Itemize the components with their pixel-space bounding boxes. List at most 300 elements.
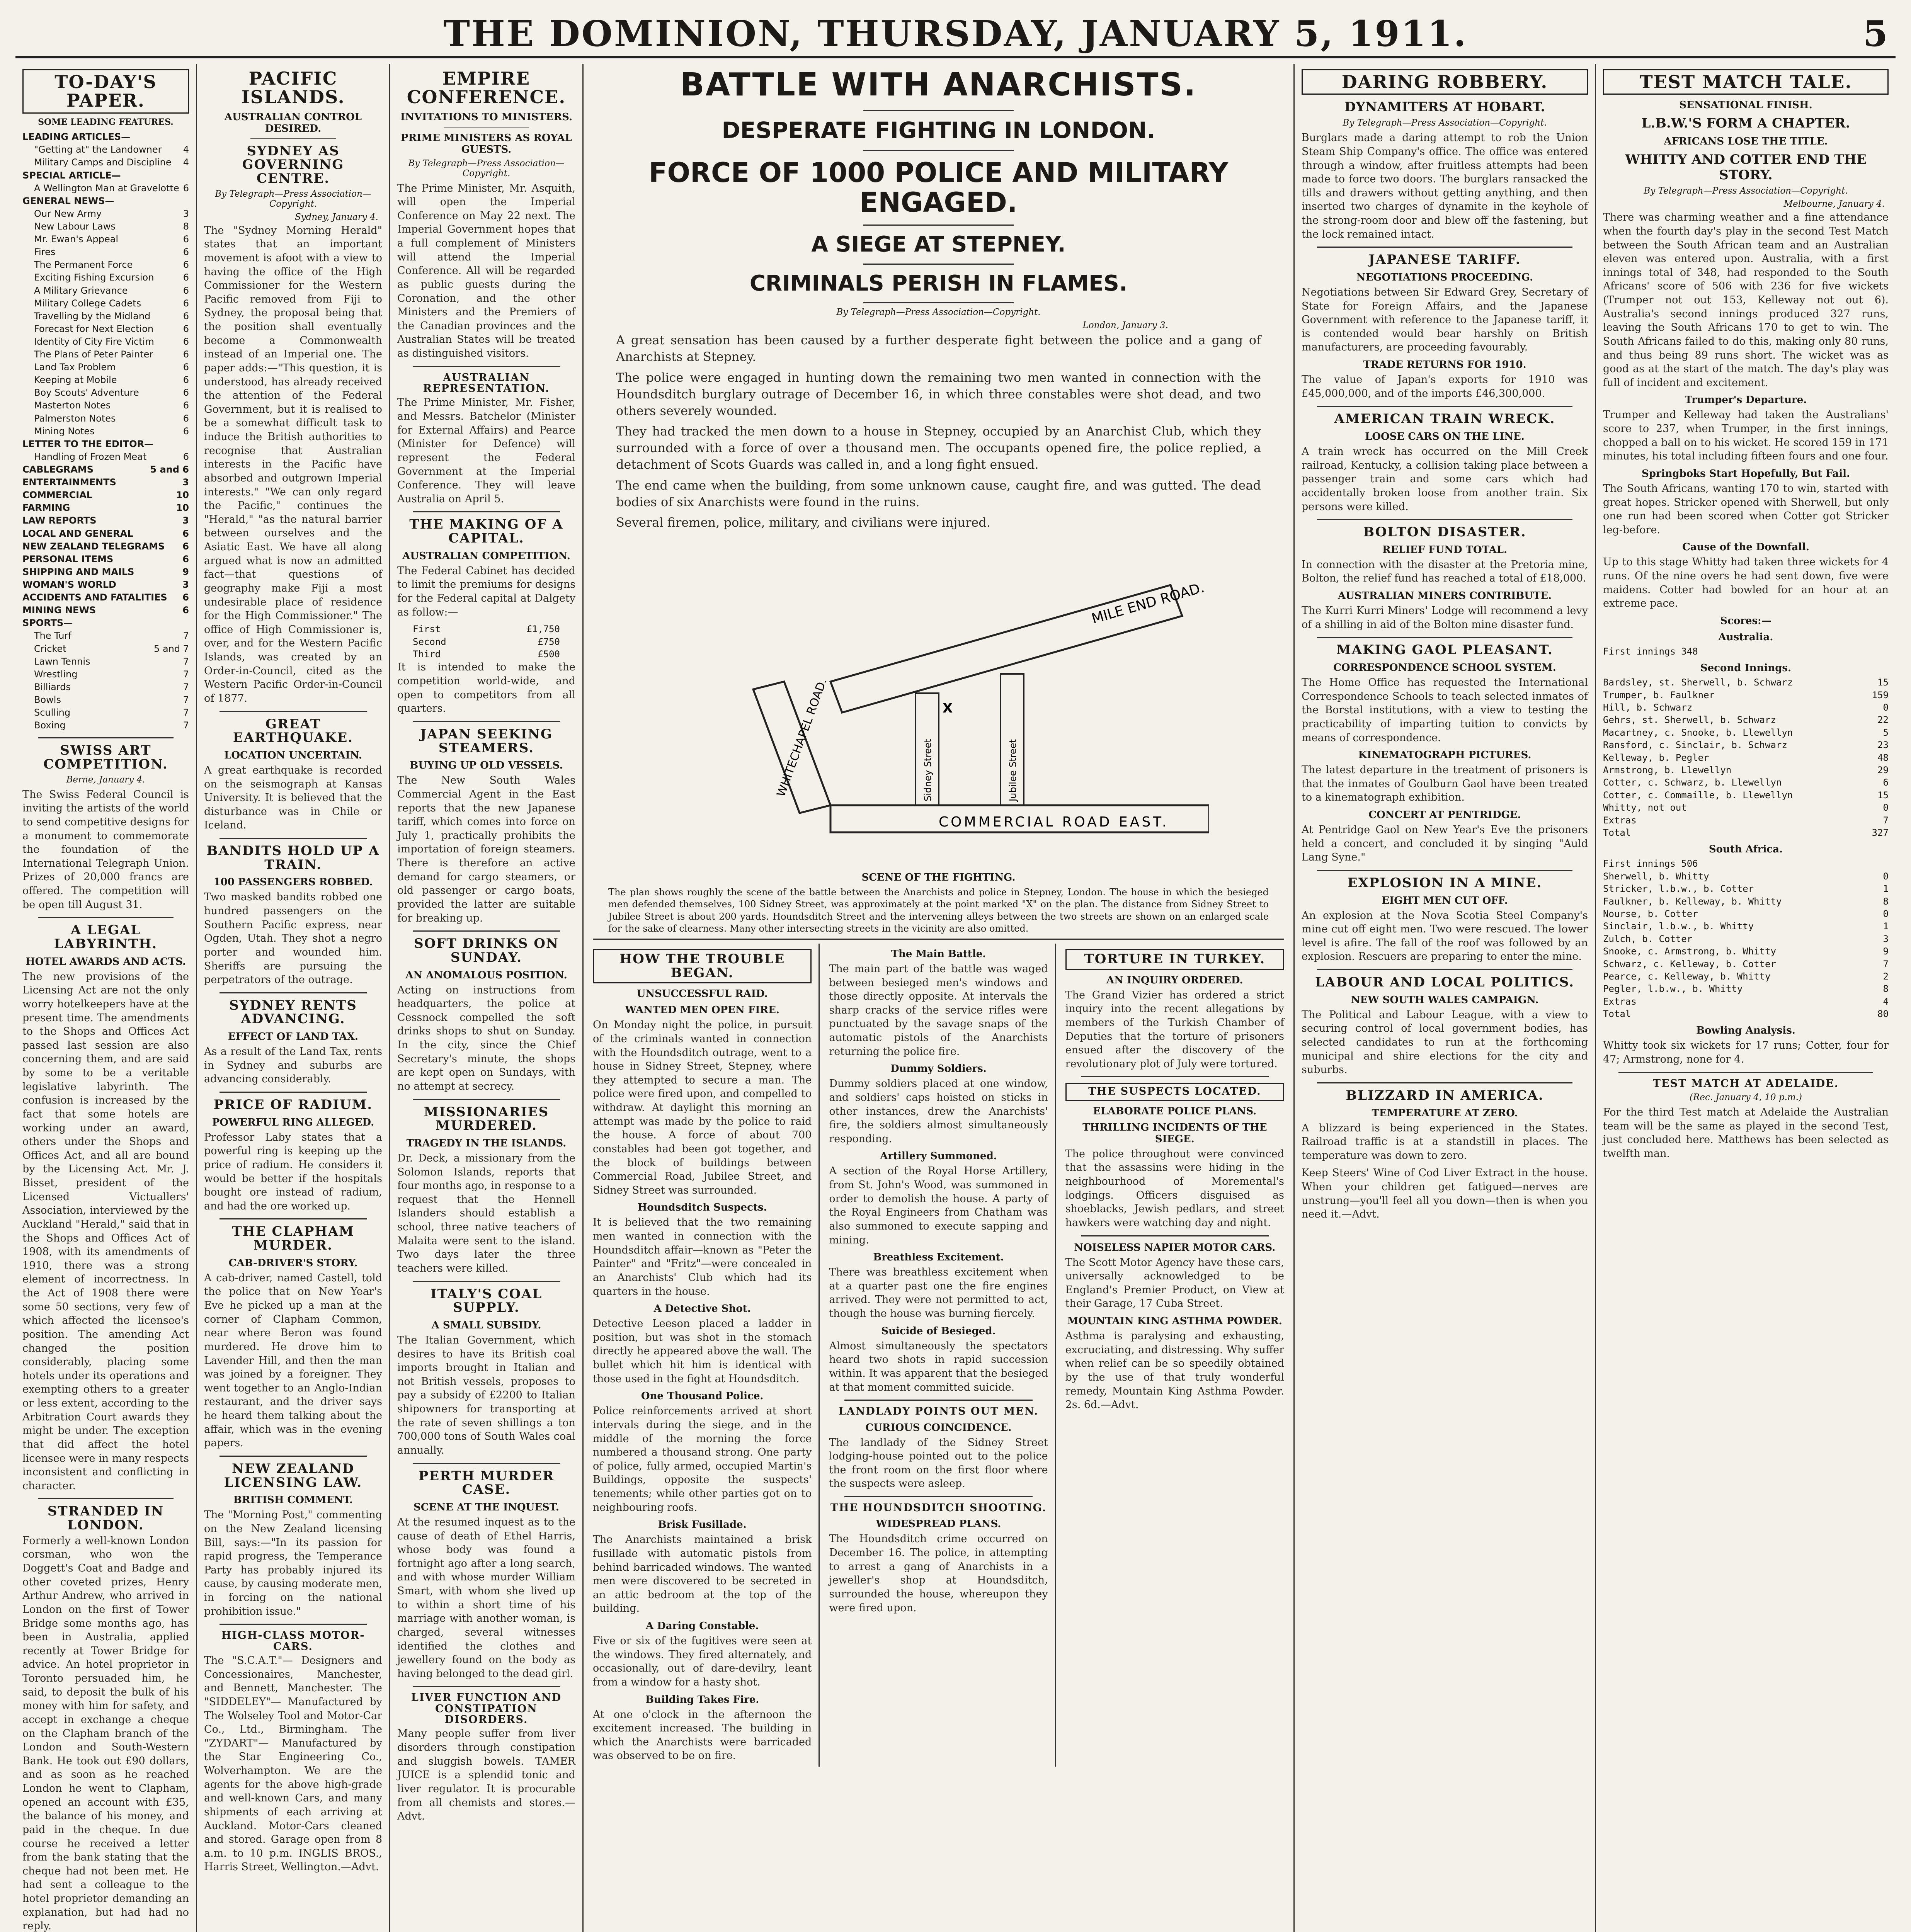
- headline: TORTURE IN TURKEY.: [1065, 949, 1284, 970]
- runs: 1: [1883, 921, 1889, 932]
- crosshead: Australia.: [1718, 631, 1773, 643]
- article-body: The Italian Government, which desires to have its British coal imports brought in Italian and not British vessels, proposes to pay a subsidy of £2200 to Italian shipowners for transporting at the rate of seven shillings a ton 700,000 tons of South Wales coal annually.: [397, 1334, 575, 1456]
- batsman: Stricker, l.b.w., b. Cotter: [1603, 883, 1754, 895]
- contents-item-label: LETTER TO THE EDITOR—: [22, 438, 154, 449]
- crosshead: Scores:—: [1720, 615, 1771, 627]
- map-label-jubilee: Jubilee Street: [1007, 739, 1018, 802]
- subheadline: POWERFUL RING ALLEGED.: [212, 1116, 374, 1128]
- contents-item: [22, 220, 189, 233]
- divider: [1317, 406, 1572, 407]
- center-subcol-1: [593, 944, 820, 1767]
- prize-table: [397, 623, 575, 660]
- contents-item-label: Masterton Notes: [34, 400, 111, 411]
- contents-item: [22, 643, 189, 655]
- subheadline: SCENE AT THE INQUEST.: [414, 1501, 559, 1513]
- article-body: A great earthquake is recorded on the seismograph at Kansas University. It is believed that the disturbance was in Chile or Iceland.: [204, 764, 382, 832]
- column-9: [1596, 64, 1896, 1932]
- contents-item-label: The Plans of Peter Painter: [34, 349, 153, 360]
- headline: MAKING GAOL PLEASANT.: [1336, 642, 1553, 658]
- contents-item-page: 6: [183, 413, 189, 424]
- contents-item-label: Military College Cadets: [34, 298, 141, 309]
- contents-item-page: 3: [183, 208, 189, 219]
- divider: [863, 110, 1014, 111]
- subheadline: INVITATIONS TO MINISTERS.: [400, 111, 573, 123]
- batsman: Schwarz, c. Kelleway, b. Cotter: [1603, 958, 1776, 969]
- headline: SYDNEY AS GOVERNING CENTRE.: [242, 143, 344, 186]
- crosshead: South Africa.: [1708, 844, 1783, 855]
- article-body: Dummy soldiers placed at one window, and soldiers' caps hoisted on sticks in other instances, drew the Anarchists' fire, the soldiers almost simultaneously responding.: [829, 1078, 1048, 1145]
- lead-paragraphs: [593, 332, 1284, 531]
- subheadline: TRADE RETURNS FOR 1910.: [1363, 359, 1526, 371]
- article-body: The value of Japan's exports for 1910 was £45,000,000, and of the imports £46,300,000.: [1302, 374, 1588, 400]
- crosshead: Springboks Start Hopefully, But Fail.: [1641, 468, 1850, 480]
- article-body: The landlady of the Sidney Street lodging-house pointed out to the police the front room on the first floor where the suspects were asleep.: [829, 1436, 1048, 1490]
- contents-item-page: 6: [182, 592, 189, 603]
- divider: [413, 721, 560, 722]
- headline: LIVER FUNCTION AND CONSTIPATION DISORDERS.: [411, 1692, 562, 1726]
- contents-item-label: LAW REPORTS: [22, 515, 97, 526]
- byline: By Telegraph—Press Association—Copyright.: [1644, 186, 1848, 196]
- scorecard-south-africa: [1603, 870, 1889, 1020]
- dateline: London, January 3.: [1082, 320, 1168, 331]
- headline: THE MAKING OF A CAPITAL.: [409, 517, 563, 546]
- contents-item-page: 7: [183, 720, 189, 731]
- contents-item-label: Wrestling: [34, 668, 78, 680]
- contents-item-label: New Labour Laws: [34, 221, 116, 232]
- subheadline: TEMPERATURE AT ZERO.: [1372, 1107, 1518, 1119]
- contents-item-page: 3: [182, 579, 189, 590]
- divider: [1317, 870, 1572, 871]
- subheadline: CURIOUS COINCIDENCE.: [865, 1422, 1012, 1434]
- batsman: Hill, b. Schwarz: [1603, 702, 1693, 713]
- subheadline: WANTED MEN OPEN FIRE.: [625, 1004, 779, 1016]
- article-body: In connection with the disaster at the Pretoria mine, Bolton, the relief fund has reached a total of £18,000.: [1302, 558, 1588, 585]
- article-body: The Anarchists maintained a brisk fusillade with automatic pistols from behind barricaded windows. The wanted men were discovered to be secreted in an attic bedroom at the top of the building.: [593, 1534, 812, 1615]
- subheadline: ELABORATE POLICE PLANS.: [1093, 1105, 1257, 1117]
- article-body: Almost simultaneously the spectators heard two shots in rapid succession within. It was apparent that the besieged at that moment committed suicide.: [829, 1340, 1048, 1393]
- score-row: [1603, 776, 1889, 789]
- divider: [1317, 1082, 1572, 1083]
- score-row: [1603, 701, 1889, 714]
- contents-item: [22, 527, 189, 540]
- article-body: There was charming weather and a fine attendance when the fourth day's play in the second Test Match between the South African team and an Australian eleven was entered upon. Australia, with a first innings total of 348, had responded to the South Africans' score of 506 with 236 for five wickets (Trumper not out 153, Kelleway not out 6). Australia's second innings produced 327 runs, leaving the South Africans 170 to get to win. The South Africans failed to do this, making only 80 runs, and thus being 89 runs short. The wicket was as good as at the start of the match. The day's play was full of incident and excitement.: [1603, 211, 1889, 389]
- article-body: Two masked bandits robbed one hundred passengers on the Southern Pacific express, near Ogden, Utah. They shot a negro porter and wounded him. Sheriffs are pursuing the perpetrators of the outrage.: [204, 891, 382, 986]
- article-body: On Monday night the police, in pursuit of the criminals wanted in connection with the Houndsditch outrage, went to a house in Sidney Street, Stepney, where they attempted to secure a man. The police were fired upon, and compelled to withdraw. At daylight this morning an attempt was made by the police to raid the house. A force of about 700 constables had been got together, and the block of buildings between Commercial Road, Jubilee Street, and Sidney Street was surrounded.: [593, 1019, 812, 1196]
- subheadline: LOOSE CARS ON THE LINE.: [1365, 431, 1525, 443]
- article-body: Up to this stage Whitty had taken three wickets for 4 runs. Of the nine overs he had sent down, five were maidens. Cotter had bowled for an hour at an extreme pace.: [1603, 556, 1889, 610]
- byline: By Telegraph—Press Association—Copyright.: [215, 189, 371, 209]
- article-body: Police reinforcements arrived at short intervals during the siege, and in the middle of the morning the force numbered a thousand strong. One party of police, fully armed, occupied Martin's Buildings, opposite the suspects' tenements; while other parties got on to neighbouring roofs.: [593, 1405, 812, 1514]
- byline: By Telegraph—Press Association—Copyright.: [408, 158, 565, 179]
- contents-item: [22, 566, 189, 578]
- article-body: It is believed that the two remaining men wanted in connection with the Houndsditch affair—known as "Peter the Painter" and "Fritz"—were concealed in an Anarchists' Club which had its quarters in the house.: [593, 1216, 812, 1298]
- contents-item: [22, 476, 189, 489]
- batsman: Trumper, b. Faulkner: [1603, 689, 1715, 701]
- article-body: The Prime Minister, Mr. Asquith, will open the Imperial Conference on May 22 next. The Imperial Government hopes that a full complement of Ministers will attend the Imperial Conference. All will be regarded as public guests during the Coronation, and the other Ministers and the Premiers of the Canadian provinces and the Australian States will be treated as distinguished visitors.: [397, 182, 575, 360]
- contents-item-page: 6: [183, 387, 189, 398]
- runs: 159: [1872, 689, 1889, 701]
- contents-item-label: The Turf: [34, 630, 71, 641]
- divider: [413, 930, 560, 932]
- contents-item-page: 6: [183, 234, 189, 245]
- article-body: The Swiss Federal Council is inviting the artists of the world to send competitive designs for a monument to commemorate the foundation of the International Telegraph Union. Prizes of 20,000 francs are offered. The competition will be open till August 31.: [22, 788, 189, 911]
- subheadline: 100 PASSENGERS ROBBED.: [213, 876, 373, 888]
- contents-item-page: 3: [182, 477, 189, 488]
- contents-item: [22, 719, 189, 732]
- map-marker-x: X: [942, 701, 953, 716]
- lead-paragraph: A great sensation has been caused by a further desperate fight between the police and a gang of Anarchists at Stepney.: [616, 333, 1261, 364]
- headline: BOLTON DISASTER.: [1363, 524, 1526, 540]
- article-body: The police throughout were convinced that the assassins were hiding in the neighbourhood of Moremental's lodgings. Officers disguised as shoeblacks, Jewish pedlars, and street hawkers were watching day and night.: [1065, 1148, 1284, 1229]
- subheadline: AFRICANS LOSE THE TITLE.: [1664, 136, 1828, 148]
- contents-item-label: Mr. Ewan's Appeal: [34, 234, 119, 245]
- contents-item-label: Palmerston Notes: [34, 413, 116, 424]
- article-body: The Federal Cabinet has decided to limit the premiums for designs for the Federal capital at Dalgety as follow:—: [397, 565, 575, 618]
- score-row: [1603, 739, 1889, 751]
- score-row: [1603, 676, 1889, 689]
- subheadline: DYNAMITERS AT HOBART.: [1344, 99, 1545, 115]
- subheadline: AN ANOMALOUS POSITION.: [405, 969, 567, 981]
- crosshead: Artillery Summoned.: [880, 1150, 997, 1162]
- contents-item: [22, 451, 189, 463]
- contents-item-label: FARMING: [22, 502, 70, 514]
- article-body: Burglars made a daring attempt to rob the Union Steam Ship Company's office. The office was entered through a window, after fruitless attempts had been made to force two doors. The burglars ransacked the tills and drawers without getting anything, and then inserted two charges of dynamite in the keyhole of the strong-room door and blew off the fastening, but the lock remained intact.: [1302, 132, 1588, 240]
- headline: THE SUSPECTS LOCATED.: [1065, 1083, 1284, 1100]
- byline: By Telegraph—Press Association—Copyright.: [836, 307, 1041, 318]
- subheadline: UNSUCCESSFUL RAID.: [636, 988, 768, 1000]
- contents-item-page: 6: [183, 247, 189, 258]
- advertisement: The "S.C.A.T."— Designers and Concessionaires, Manchester, and Bennett, Manchester. The "SIDDELEY"— Manufactured by The Wolseley Tool and Motor-Car Co., Ltd., Birmingham. The "ZYDART"— Manufactured by the Star Engineering Co., Wolverhampton. We are the agents for the above high-grade and well-known Cars, and many shipments of each arriving at Auckland. Motor-Cars cleaned and stored. Garage open from 8 a.m. to 10 p.m. INGLIS BROS., Harris Street, Wellington.—Advt.: [204, 1655, 382, 1873]
- article-body: There was breathless excitement when at a quarter past one the fire engines arrived. They were not permitted to act, though the house was burning fiercely.: [829, 1266, 1048, 1320]
- contents-item-page: 6: [182, 528, 189, 539]
- prize-place: First: [413, 624, 441, 635]
- contents-item: [22, 335, 189, 348]
- contents-item-label: MINING NEWS: [22, 605, 96, 616]
- contents-item: [22, 502, 189, 514]
- headline: MISSIONARIES MURDERED.: [424, 1104, 549, 1134]
- contents-item-page: 9: [182, 566, 189, 577]
- subheadline: SENSATIONAL FINISH.: [1679, 99, 1812, 111]
- contents-item: [22, 438, 189, 451]
- contents-item: [22, 284, 189, 297]
- contents-item: [22, 463, 189, 476]
- article-body: As a result of the Land Tax, rents in Sydney and suburbs are advancing considerably.: [204, 1046, 382, 1085]
- article-body: Dr. Deck, a missionary from the Solomon Islands, reports that four months ago, in response to a request that the Hennell Islanders should establish a school, three native teachers of Malaita were sent to the island. Two days later the three teachers were killed.: [397, 1152, 575, 1274]
- divider: [220, 992, 367, 993]
- subheadline: HOTEL AWARDS AND ACTS.: [26, 956, 186, 968]
- headline: BLIZZARD IN AMERICA.: [1346, 1087, 1544, 1103]
- column-8: [1295, 64, 1596, 1932]
- contents-item-page: 6: [183, 272, 189, 283]
- contents-item-page: 6: [183, 451, 189, 462]
- crosshead: Brisk Fusillade.: [658, 1519, 747, 1531]
- subheadline: RELIEF FUND TOTAL.: [1382, 544, 1508, 556]
- contents-item-label: LOCAL AND GENERAL: [22, 528, 133, 539]
- runs: 80: [1877, 1009, 1889, 1020]
- article-body: At one o'clock in the afternoon the excitement increased. The building in which the Anarchists were barricaded was observed to be on fire.: [593, 1708, 812, 1762]
- divider: [1317, 637, 1572, 638]
- subheadline: AUSTRALIAN MINERS CONTRIBUTE.: [1338, 590, 1552, 602]
- crosshead: Houndsditch Suspects.: [637, 1202, 767, 1214]
- column-1: [15, 64, 197, 1932]
- runs: 3: [1883, 933, 1889, 944]
- subheadline: CONCERT AT PENTRIDGE.: [1368, 809, 1521, 821]
- contents-item-label: Travelling by the Midland: [34, 310, 151, 321]
- contents-item-page: 6: [183, 298, 189, 309]
- contents-item-page: 6: [183, 259, 189, 270]
- dateline: Melbourne, January 4.: [1783, 199, 1885, 209]
- subheadline: CORRESPONDENCE SCHOOL SYSTEM.: [1333, 662, 1556, 674]
- article-body: Formerly a well-known London corsman, who won the Doggett's Coat and Badge and other coveted prizes, Henry Arthur Andrew, who arrived in London on the first of Tower Bridge some months ago, has been in Australia, applied recently at Tower Bridge for advice. An hotel proprietor in Toronto persuaded him, he said, to deposit the bulk of his money with him for safety, and accept in exchange a cheque on the Clapham branch of the London and South-Western Bank. He took out £90 dollars, and as soon as he reached London he went to Clapham, opened an account with £35, the balance of his money, and paid in the cheque. In due course he received a letter from the bank stating that the cheque had not been met. He had sent a colleague to the hotel proprietor demanding an explanation, but had had no reply.: [22, 1534, 189, 1932]
- divider: [220, 838, 367, 839]
- crosshead: Dummy Soldiers.: [890, 1063, 987, 1075]
- score-row: [1603, 870, 1889, 883]
- contents-item-page: 4: [183, 157, 189, 168]
- crosshead: The Main Battle.: [891, 948, 986, 960]
- deck-headline: A SIEGE AT STEPNEY.: [811, 231, 1066, 257]
- contents-item: [22, 143, 189, 156]
- lead-paragraph: They had tracked the men down to a house in Stepney, occupied by an Anarchist Club, which they surrounded with a force of over a thousand men. The occupants opened fire, the police replied, a detachment of Scots Guards was called in, and a long fight ensued.: [616, 424, 1261, 472]
- article-body: The "Sydney Morning Herald" states that an important movement is afoot with a view to having the office of the High Commissioner for the Western Pacific removed from Fiji to Sydney, the proposal being that the position shall eventually become a Commonwealth instead of an Imperial one. The paper adds:—"This question, it is understood, has already received the attention of the Federal Government, but it is realised to be a somewhat difficult task to induce the British authorities to recognise that Australian interests in the Pacific have absorbed and outgrown Imperial interests." "We can only regard the Pacific," continues the "Herald," "as the natural barrier between ourselves and the Asiatic East. We have all along argued what is now an admitted fact—that questions of geography make Fiji a most undesirable place of residence for the High Commissioner." The office of High Commissioner is, over, and for the Western Pacific Islands, was created by an Order-in-Council, cited as the Western Pacific Order-in-Council of 1877.: [204, 224, 382, 704]
- batsman: Pearce, c. Kelleway, b. Whitty: [1603, 971, 1771, 982]
- score-row: [1603, 764, 1889, 776]
- runs: 1: [1883, 883, 1889, 895]
- contents-item-label: CABLEGRAMS: [22, 464, 94, 475]
- batsman: Total: [1603, 827, 1631, 838]
- headline: ITALY'S COAL SUPPLY.: [430, 1286, 543, 1316]
- contents-item: [22, 591, 189, 604]
- contents-item-page: 7: [183, 630, 189, 641]
- column-2: [197, 64, 390, 1932]
- crosshead: One Thousand Police.: [641, 1390, 764, 1402]
- contents-item: [22, 617, 189, 629]
- contents-item-label: ACCIDENTS AND FATALITIES: [22, 592, 167, 603]
- subheadline: A SMALL SUBSIDY.: [431, 1319, 541, 1331]
- headline: PACIFIC ISLANDS.: [241, 68, 345, 108]
- contents-item-label: Bowls: [34, 694, 61, 705]
- map-caption: The plan shows roughly the scene of the battle between the Anarchists and police in Stepney, London. The house in which the besieged men defended themselves, 100 Sidney Street, was approximately at the point marked "X" on the plan. The distance from Sidney Street to Jubilee Street is about 200 yards. Houndsditch Street and the intervening alleys between the two streets are shown on an enlarged scale for the sake of clearness. Many other intersecting streets in the vicinity are also omitted.: [608, 887, 1269, 934]
- divider: [413, 1281, 560, 1282]
- headline: GREAT EARTHQUAKE.: [233, 716, 354, 746]
- score-row: [1603, 908, 1889, 920]
- contents-item: [22, 668, 189, 681]
- contents-item-page: 6: [183, 362, 189, 373]
- divider: [863, 264, 1014, 265]
- batsman: Whitty, not out: [1603, 802, 1687, 813]
- score-row: [1603, 714, 1889, 726]
- headline: PERTH MURDER CASE.: [418, 1468, 555, 1498]
- divider: [220, 1624, 367, 1625]
- contents-item-label: Identity of City Fire Victim: [34, 336, 154, 347]
- article-body: Five or six of the fugitives were seen at the windows. They fired alternately, and occasionally, out of dare-devilry, leant from a window for a hasty shot.: [593, 1635, 812, 1688]
- headline: SWISS ART COMPETITION.: [43, 743, 168, 772]
- contents-item: [22, 207, 189, 220]
- crosshead: Building Takes Fire.: [645, 1694, 759, 1706]
- runs: 8: [1883, 983, 1889, 995]
- divider: [38, 917, 174, 918]
- subheadline: BUYING UP OLD VESSELS.: [410, 760, 563, 772]
- contents-item: [22, 694, 189, 706]
- contents-item: [22, 578, 189, 591]
- contents-item-label: Sculling: [34, 707, 71, 718]
- prize-place: Third: [413, 649, 441, 660]
- runs: 48: [1877, 752, 1889, 763]
- contents-list: [22, 131, 189, 732]
- contents-item: [22, 348, 189, 361]
- divider: [1317, 969, 1572, 970]
- batsman: Extras: [1603, 996, 1637, 1007]
- runs: 0: [1883, 871, 1889, 882]
- divider: [844, 1496, 1032, 1497]
- contents-item-page: 5 and 7: [154, 643, 189, 654]
- batsman: Armstrong, b. Llewellyn: [1603, 765, 1732, 776]
- contents-item: [22, 399, 189, 412]
- headline: THE CLAPHAM MURDER.: [232, 1224, 354, 1253]
- crosshead: A Daring Constable.: [645, 1620, 759, 1632]
- contents-item: [22, 246, 189, 259]
- contents-title: TO-DAY'S PAPER.: [22, 69, 189, 114]
- contents-item-page: 6: [183, 310, 189, 321]
- contents-item-page: 10: [176, 502, 189, 514]
- article-body: The Prime Minister, Mr. Fisher, and Messrs. Batchelor (Minister for External Affairs) and Pearce (Minister for Defence) will represent the Federal Government at the Imperial Conference. They will leave Australia on April 5.: [397, 396, 575, 505]
- score-row: [1603, 920, 1889, 932]
- deck-headline: DESPERATE FIGHTING IN LONDON.: [722, 117, 1155, 144]
- batsman: Kelleway, b. Pegler: [1603, 752, 1709, 763]
- subheadline: AUSTRALIAN COMPETITION.: [402, 550, 570, 562]
- subheadline: WHITTY AND COTTER END THE STORY.: [1625, 152, 1867, 183]
- runs: 7: [1883, 958, 1889, 969]
- center-subcol-3: [1065, 944, 1284, 1767]
- article-body: The Kurri Kurri Miners' Lodge will recommend a levy of a shilling in aid of the Bolton mine disaster fund.: [1302, 605, 1588, 631]
- headline: LANDLADY POINTS OUT MEN.: [838, 1405, 1039, 1418]
- runs: 7: [1883, 815, 1889, 826]
- score-line: First innings 348: [1603, 646, 1698, 657]
- score-row: [1603, 726, 1889, 739]
- article-body: The main part of the battle was waged between besieged men's windows and those directly opposite. At intervals the sharp cracks of the service rifles were punctuated by the savage snaps of the automatic pistols of the Anarchists returning the police fire.: [829, 963, 1048, 1058]
- contents-item-label: SPECIAL ARTICLE—: [22, 170, 121, 181]
- contents-item-label: Lawn Tennis: [34, 656, 90, 667]
- score-row: [1603, 958, 1889, 970]
- article-body: A blizzard is being experienced in the States. Railroad traffic is at a standstill in places. The temperature was down to zero.: [1302, 1122, 1588, 1162]
- score-row: [1603, 933, 1889, 945]
- contents-item: [22, 233, 189, 246]
- contents-item-label: Fires: [34, 247, 56, 258]
- contents-subtitle: SOME LEADING FEATURES.: [38, 117, 174, 127]
- headline: HOW THE TROUBLE BEGAN.: [593, 949, 812, 983]
- score-row: [1603, 801, 1889, 814]
- headline: DARING ROBBERY.: [1302, 69, 1588, 95]
- center-sub-columns: [593, 944, 1284, 1767]
- contents-item-label: Military Camps and Discipline: [34, 157, 172, 168]
- contents-item-page: 6: [183, 182, 189, 194]
- batsman: Gehrs, st. Sherwell, b. Schwarz: [1603, 714, 1776, 726]
- subheadline: KINEMATOGRAPH PICTURES.: [1358, 749, 1532, 761]
- lead-paragraph: Several firemen, police, military, and civilians were injured.: [616, 515, 990, 530]
- article-body: A cab-driver, named Castell, told the police that on New Year's Eve he picked up a man at the corner of Clapham Common, near where Beron was found murdered. He drove him to Lavender Hill, and then the man was joined by a foreigner. They went together to an Anglo-Indian restaurant, and the driver says he heard them talking about the affair, which was in the evening papers.: [204, 1272, 382, 1449]
- advertisement: Asthma is paralysing and exhausting, excruciating, and distressing. Why suffer when relief can be so speedily obtained by the use of that truly wonderful remedy, Mountain King Asthma Powder. 2s. 6d.—Advt.: [1065, 1330, 1284, 1411]
- contents-item-label: SHIPPING AND MAILS: [22, 566, 134, 577]
- contents-item-label: Boxing: [34, 720, 66, 731]
- article-body: A train wreck has occurred on the Mill Creek railroad, Kentucky, a collision taking place between a passenger train and some cars which had accidentally broken loose from another train. Six persons were killed.: [1302, 446, 1588, 513]
- divider: [413, 511, 560, 512]
- contents-item-page: 7: [183, 694, 189, 705]
- contents-item: [22, 297, 189, 310]
- advertisement: Keep Steers' Wine of Cod Liver Extract in the house. When your children get fatigued—nerves are unstrung—you'll feel all you down—then is when you need it.—Advt.: [1302, 1167, 1588, 1221]
- contents-item: [22, 553, 189, 566]
- headline: HIGH-CLASS MOTOR-CARS.: [221, 1629, 365, 1653]
- divider: [863, 224, 1014, 226]
- score-row: [1603, 895, 1889, 908]
- contents-item: [22, 514, 189, 527]
- crosshead: Suicide of Besieged.: [881, 1325, 996, 1337]
- score-row: [1603, 945, 1889, 957]
- scene-map: [668, 535, 1209, 867]
- lead-paragraph: The end came when the building, from some unknown cause, caught fire, and was gutted. The dead bodies of six Anarchists were found in the ruins.: [616, 478, 1261, 509]
- map-label-mile-end: MILE END ROAD.: [1089, 580, 1206, 627]
- headline: JAPANESE TARIFF.: [1368, 252, 1521, 268]
- score-row: [1603, 983, 1889, 995]
- contents-item-page: 6: [183, 374, 189, 386]
- headline: BANDITS HOLD UP A TRAIN.: [206, 843, 380, 872]
- main-banner: BATTLE WITH ANARCHISTS.: [680, 66, 1197, 103]
- article-body: The Home Office has requested the International Correspondence Schools to teach selected inmates of the Borstal institutions, with a view to testing the practicability of imparting tuition to convicts by means of correspondence.: [1302, 677, 1588, 744]
- subheadline: CAB-DRIVER'S STORY.: [228, 1257, 358, 1269]
- article-body: A section of the Royal Horse Artillery, from St. John's Wood, was summoned in order to demolish the house. A party of the Royal Engineers from Chatham was also summoned to execute sapping and mining.: [829, 1165, 1048, 1246]
- article-body: Whitty took six wickets for 17 runs; Cotter, four for 47; Armstrong, none for 4.: [1603, 1039, 1889, 1066]
- crosshead: Trumper's Departure.: [1685, 394, 1807, 406]
- subheadline: TRAGEDY IN THE ISLANDS.: [406, 1137, 567, 1149]
- divider: [863, 302, 1014, 303]
- divider: [413, 1463, 560, 1464]
- headline: AUSTRALIAN REPRESENTATION.: [423, 371, 550, 395]
- contents-item: [22, 374, 189, 386]
- headline: AMERICAN TRAIN WRECK.: [1334, 411, 1555, 427]
- contents-item: [22, 489, 189, 502]
- headline: STRANDED IN LONDON.: [47, 1503, 164, 1533]
- article-body: Detective Leeson placed a ladder in position, but was shot in the stomach directly he appeared above the wall. The bullet which hit him is identical with those used in the fight at Houndsditch.: [593, 1318, 812, 1385]
- contents-item-label: Billiards: [34, 681, 71, 692]
- runs: 15: [1877, 789, 1889, 801]
- article-body: Negotiations between Sir Edward Grey, Secretary of State for Foreign Affairs, and the Japanese Government with reference to the Japanese tariff, it is contended would bear harshly on British manufacturers, are proceeding favourably.: [1302, 286, 1588, 354]
- deck-headline: CRIMINALS PERISH IN FLAMES.: [749, 270, 1128, 296]
- article-body: At the resumed inquest as to the cause of death of Ethel Harris, whose body was found a fortnight ago after a long search, and with whose murder William Smart, with whom she lived up to within a short time of his marriage with another woman, is charged, several witnesses identified the clothes and jewellery found on the body as having belonged to the dead girl.: [397, 1516, 575, 1680]
- column-3: [390, 64, 584, 1932]
- article-body: The Houndsditch crime occurred on December 16. The police, in attempting to arrest a gang of Anarchists in a jeweller's shop at Houndsditch, surrounded the house, whereupon they were fired upon.: [829, 1533, 1048, 1614]
- map-caption-title: SCENE OF THE FIGHTING.: [861, 872, 1016, 884]
- crosshead: Second Innings.: [1700, 662, 1792, 674]
- center-feature: [584, 64, 1295, 1932]
- contents-item-page: 7: [183, 668, 189, 680]
- contents-item-page: 7: [183, 656, 189, 667]
- headline: PRICE OF RADIUM.: [213, 1097, 373, 1113]
- newspaper-title: THE DOMINION, THURSDAY, JANUARY 5, 1911.: [443, 13, 1468, 54]
- dateline: Sydney, January 4.: [295, 212, 378, 222]
- runs: 8: [1883, 896, 1889, 907]
- center-subcol-2: [829, 944, 1056, 1767]
- batsman: Bardsley, st. Sherwell, b. Schwarz: [1603, 677, 1793, 688]
- contents-item-page: 8: [183, 221, 189, 232]
- contents-item-label: Cricket: [34, 643, 66, 654]
- divider: [1317, 519, 1572, 520]
- runs: 6: [1883, 777, 1889, 788]
- runs: 15: [1877, 677, 1889, 688]
- headline: LABOUR AND LOCAL POLITICS.: [1315, 975, 1574, 990]
- contents-item-page: 7: [183, 707, 189, 718]
- prize-row: [413, 648, 560, 660]
- subheadline: THRILLING INCIDENTS OF THE SIEGE.: [1082, 1121, 1267, 1145]
- contents-item-label: Keeping at Mobile: [34, 374, 117, 386]
- contents-item-label: LEADING ARTICLES—: [22, 131, 131, 143]
